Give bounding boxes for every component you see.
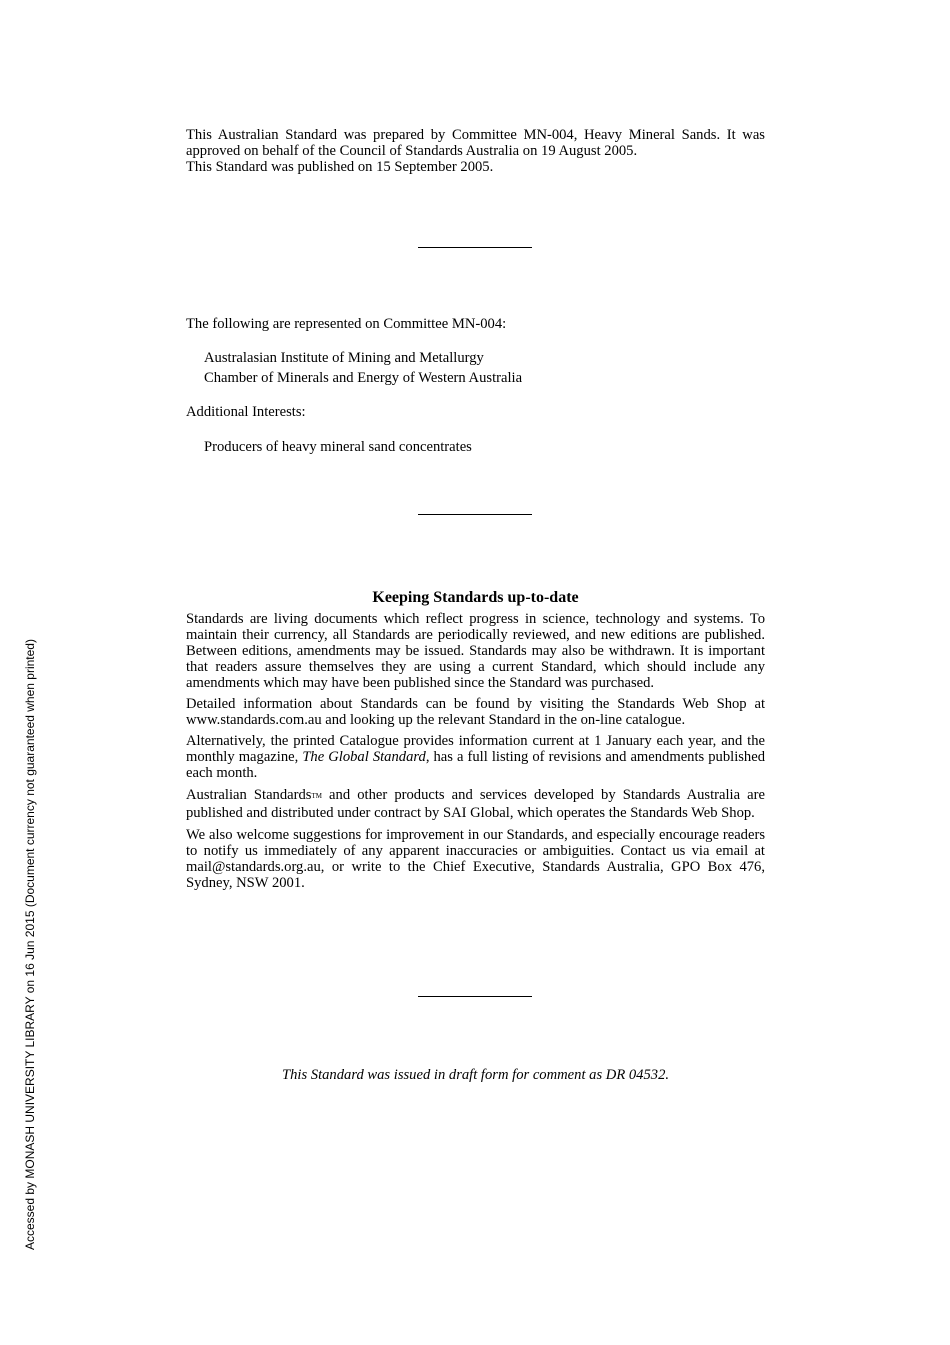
publication-date-statement: This Standard was published on 15 September 2005.	[186, 159, 494, 175]
committee-member: Chamber of Minerals and Energy of Western Australia	[204, 370, 523, 386]
section-divider	[418, 996, 532, 997]
trademark-mark: TM	[311, 792, 322, 800]
catalogue-text-end: , has a full listing of revisions and amendments published each month.	[186, 749, 765, 781]
section-divider	[418, 514, 532, 515]
draft-note: This Standard was issued in draft form for comment as DR 04532.	[281, 1067, 670, 1083]
committee-block	[186, 314, 765, 457]
section-divider	[418, 247, 532, 248]
catalogue-text-start: Alternatively, the printed Catalogue provides information current at 1 January each year, and the monthly magazine,	[186, 733, 765, 765]
committee-intro: The following are represented on Committee MN-004:	[186, 316, 507, 332]
keeping-standards-paragraph: Standards are living documents which reflect progress in science, technology and systems. To maintain their currency, all Standards are periodically reviewed, and new editions are published. Between editions, amendments may be issued. Standards may also be withdrawn. It is important that readers assure themselves they are using a current Standard, which should include any amendments which may have been published since the Standard was purchased.	[186, 611, 765, 691]
additional-interest-item: Producers of heavy mineral sand concentrates	[204, 439, 472, 455]
committee-member: Australasian Institute of Mining and Metallurgy	[204, 350, 484, 366]
preparation-block	[186, 127, 765, 175]
magazine-title: The Global Standard	[302, 749, 426, 765]
australian-standards-label: Australian Standards	[186, 787, 312, 803]
keeping-standards-block	[186, 588, 765, 896]
catalogue-paragraph	[186, 733, 765, 781]
additional-interests-heading: Additional Interests:	[186, 404, 306, 420]
sai-global-paragraph	[186, 786, 765, 822]
keeping-standards-title: Keeping Standards up-to-date	[372, 589, 579, 606]
committee-member-list	[204, 348, 765, 388]
web-shop-paragraph: Detailed information about Standards can be found by visiting the Standards Web Shop at www.standards.com.au and looking up the relevant Standard in the on-line catalogue.	[186, 696, 765, 728]
additional-interests-list	[204, 437, 765, 457]
sai-global-text: and other products and services developed by Standards Australia are published and distributed under contract by SAI Global, which operates the Standards Web Shop.	[186, 787, 765, 821]
access-watermark: Accessed by MONASH UNIVERSITY LIBRARY on 16 Jun 2015 (Document currency not guaranteed when printed)	[23, 639, 37, 1250]
feedback-paragraph: We also welcome suggestions for improvement in our Standards, and especially encourage readers to notify us immediately of any apparent inaccuracies or ambiguities. Contact us via email at mail@standards.org.au, or write to the Chief Executive, Standards Australia, GPO Box 476, Sydney, NSW 2001.	[186, 827, 765, 891]
preparation-statement: This Australian Standard was prepared by Committee MN-004, Heavy Mineral Sands. It was approved on behalf of the Council of Standards Australia on 19 August 2005.	[186, 127, 765, 159]
